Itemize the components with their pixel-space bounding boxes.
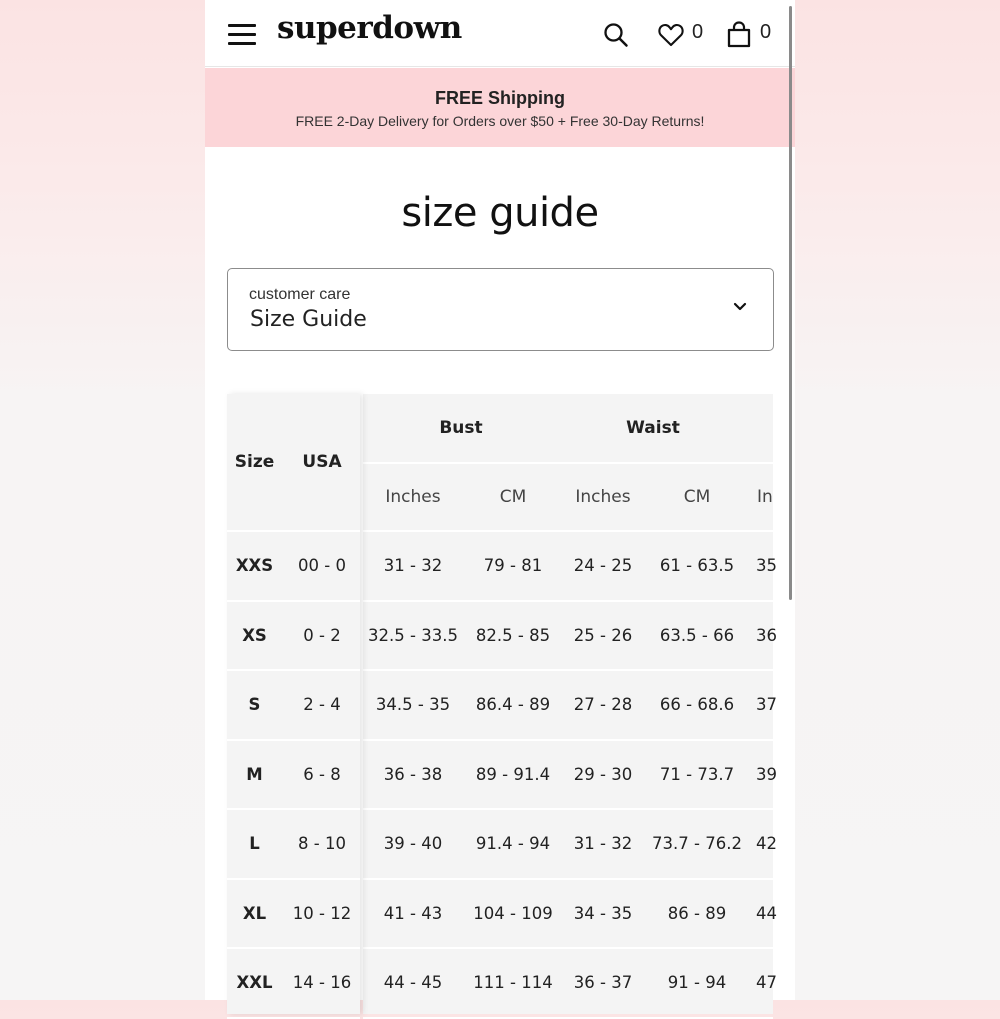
customer-care-dropdown[interactable] [227, 268, 774, 351]
bust-cm-cell: 79 - 81 [483, 556, 543, 576]
bust-inches-cell: 44 - 45 [383, 973, 443, 993]
search-icon[interactable] [603, 22, 629, 48]
bust-inches-cell: 39 - 40 [383, 834, 443, 854]
size-column-header: Size [234, 452, 275, 472]
usa-cell: 6 - 8 [303, 764, 341, 784]
size-cell: XXL [236, 973, 273, 993]
usa-cell: 00 - 0 [298, 556, 346, 576]
row-divider [227, 1017, 360, 1019]
waist-inches-cell: 29 - 30 [573, 764, 633, 784]
waist-cm-cell: 73.7 - 76.2 [652, 834, 742, 854]
waist-cm-cell: 61 - 63.5 [659, 556, 735, 576]
bag-icon[interactable] [727, 21, 751, 48]
waist-cm-cell: 71 - 73.7 [659, 764, 735, 784]
waist-inches-cell: 27 - 28 [573, 695, 633, 715]
next-inches-header: In [757, 487, 773, 507]
usa-cell: 14 - 16 [292, 973, 352, 993]
page-scrollbar[interactable] [789, 6, 792, 600]
next-inches-cell: 47 [756, 973, 777, 993]
next-inches-cell: 35 [756, 556, 777, 576]
site-header [205, 0, 795, 67]
size-cell: XXS [235, 556, 274, 576]
waist-cm-header: CM [683, 487, 711, 507]
size-cell: XL [242, 903, 267, 923]
dropdown-value: Size Guide [250, 307, 367, 332]
waist-inches-cell: 31 - 32 [573, 834, 633, 854]
chevron-down-icon [733, 302, 747, 312]
next-inches-cell: 44 [756, 903, 777, 923]
bust-inches-cell: 36 - 38 [383, 764, 443, 784]
bust-cm-cell: 89 - 91.4 [475, 764, 551, 784]
waist-group-header: Waist [626, 418, 680, 438]
promo-title: FREE Shipping [435, 88, 565, 108]
bust-inches-cell: 32.5 - 33.5 [368, 625, 458, 645]
size-table [227, 394, 777, 1014]
size-table-fixed-columns [227, 394, 360, 1014]
size-cell: L [249, 834, 260, 854]
size-cell: XS [242, 625, 267, 645]
next-inches-cell: 39 [756, 764, 777, 784]
waist-inches-cell: 36 - 37 [573, 973, 633, 993]
usa-cell: 2 - 4 [303, 695, 341, 715]
bust-cm-header: CM [499, 487, 527, 507]
usa-cell: 8 - 10 [298, 834, 346, 854]
bust-inches-cell: 34.5 - 35 [375, 695, 451, 715]
bust-group-header: Bust [439, 418, 483, 438]
usa-column-header: USA [302, 452, 342, 472]
waist-inches-header: Inches [575, 487, 631, 507]
next-inches-cell: 37 [756, 695, 777, 715]
next-inches-cell: 36 [756, 625, 777, 645]
bust-inches-header: Inches [385, 487, 441, 507]
bust-cm-cell: 82.5 - 85 [475, 625, 551, 645]
next-inches-cell: 42 [756, 834, 777, 854]
site-logo[interactable]: superdown [277, 10, 462, 46]
bust-cm-cell: 86.4 - 89 [475, 695, 551, 715]
row-divider [363, 1017, 773, 1019]
waist-cm-cell: 86 - 89 [667, 903, 727, 923]
usa-cell: 0 - 2 [303, 625, 341, 645]
size-cell: M [246, 764, 263, 784]
waist-cm-cell: 66 - 68.6 [659, 695, 735, 715]
waist-inches-cell: 34 - 35 [573, 903, 633, 923]
promo-subtitle: FREE 2-Day Delivery for Orders over $50 + Free 30-Day Returns! [295, 113, 705, 129]
bust-cm-cell: 111 - 114 [473, 973, 553, 993]
page-title: size guide [401, 190, 599, 236]
promo-banner[interactable] [205, 68, 795, 147]
usa-cell: 10 - 12 [292, 903, 352, 923]
bust-inches-cell: 31 - 32 [383, 556, 443, 576]
mobile-page [205, 0, 795, 1000]
waist-cm-cell: 91 - 94 [667, 973, 727, 993]
size-table-scroll-area[interactable] [363, 394, 777, 1014]
waist-inches-cell: 25 - 26 [573, 625, 633, 645]
waist-cm-cell: 63.5 - 66 [659, 625, 735, 645]
bust-cm-cell: 91.4 - 94 [475, 834, 551, 854]
heart-icon[interactable] [658, 23, 684, 47]
dropdown-label: customer care [249, 286, 351, 303]
bag-count: 0 [760, 21, 772, 43]
bust-cm-cell: 104 - 109 [473, 903, 553, 923]
size-cell: S [248, 695, 261, 715]
menu-icon[interactable] [228, 24, 256, 46]
wishlist-count: 0 [692, 21, 704, 43]
bust-inches-cell: 41 - 43 [383, 903, 443, 923]
waist-inches-cell: 24 - 25 [573, 556, 633, 576]
